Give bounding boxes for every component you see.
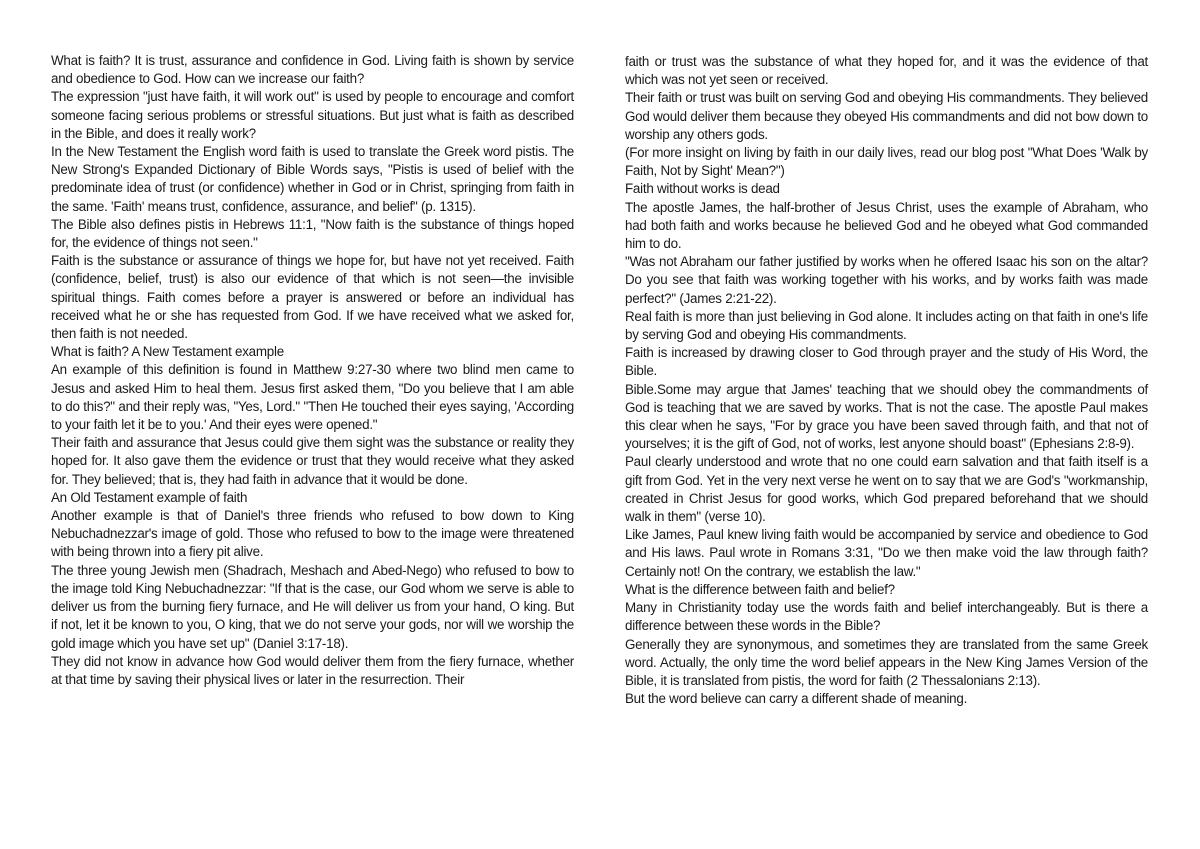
paragraph: Generally they are synonymous, and sometimes they are translated from the same Greek word. Actually, the only time the word belief appears in the New King James Version of the Bible, it is translated from pistis, the word for faith (2 Thessalonians 2:13). [625, 636, 1148, 688]
paragraph: In the New Testament the English word faith is used to translate the Greek word pistis. The New Strong's Expanded Dictionary of Bible Words says, "Pistis is used of belief with the predominate idea of trust (or confidence) whether in God or in Christ, springing from faith in the same. 'Faith' means trust, confidence, assurance, and belief" (p. 1315). [51, 144, 574, 214]
paragraph: Many in Christianity today use the words faith and belief interchangeably. But is there a difference between these words in the Bible? [625, 600, 1148, 634]
paragraph: The Bible also defines pistis in Hebrews 11:1, "Now faith is the substance of things hoped for, the evidence of things not seen." [51, 216, 574, 251]
section-heading: What is the difference between faith and belief? [625, 581, 895, 597]
paragraph: The expression "just have faith, it will work out" is used by people to encourage and comfort someone facing serious problems or stressful situations. But just what is faith as described in the Bible, and does it really work? [51, 89, 574, 141]
paragraph: Faith is increased by drawing closer to God through prayer and the study of His Word, the Bible. [625, 345, 1148, 379]
paragraph: Their faith and assurance that Jesus could give them sight was the substance or reality they hoped for. It also gave them the evidence or trust that they would receive what they asked for. They believed; that is, they had faith in advance that it would be done. [51, 435, 574, 487]
paragraph: They did not know in advance how God would deliver them from the fiery furnace, whether at that time by saving their physical lives or later in the resurrection. Their [51, 653, 574, 687]
paragraph: But the word believe can carry a different shade of meaning. [625, 691, 968, 707]
paragraph: An example of this definition is found in Matthew 9:27-30 where two blind men came to Jesus and asked Him to heal them. Jesus first asked them, "Do you believe that I am able to do this?" and their reply was, "Yes, Lord." "Then He touched their eyes saying, 'According to your faith let it be to you.' And their eyes were opened." [51, 362, 574, 433]
paragraph: Their faith or trust was built on serving God and obeying His commandments. They believed God would deliver them because they obeyed His commandments and did not bow down to worship any others gods. [625, 90, 1148, 142]
paragraph: Bible.Some may argue that James' teaching that we should obey the commandments of God is teaching that we are saved by works. That is not the case. The apostle Paul makes this clear when he says, "For by grace you have been saved through faith, and that not of yourselves; it is the gift of God, not of works, lest anyone should boast" (Ephesians 2:8-9). [625, 381, 1148, 452]
section-heading: An Old Testament example of faith [51, 489, 248, 505]
section-heading: Faith without works is dead [625, 181, 780, 197]
paragraph: (For more insight on living by faith in our daily lives, read our blog post "What Does 'Walk by Faith, Not by Sight' Mean?") [625, 145, 1148, 179]
paragraph: Like James, Paul knew living faith would be accompanied by service and obedience to God and His laws. Paul wrote in Romans 3:31, "Do we then make void the law through faith? Certainly not! On the contrary, we establish the law." [625, 527, 1148, 579]
paragraph: What is faith? It is trust, assurance and confidence in God. Living faith is shown by service and obedience to God. How can we increase our faith? [51, 53, 574, 87]
left-column [51, 52, 574, 689]
paragraph: faith or trust was the substance of what they hoped for, and it was the evidence of that which was not yet seen or received. [625, 54, 1148, 88]
paragraph: The three young Jewish men (Shadrach, Meshach and Abed-Nego) who refused to bow to the image told King Nebuchadnezzar: "If that is the case, our God whom we serve is able to deliver us from the burning fiery furnace, and He will deliver us from your hand, O king. But if not, let it be known to you, O king, that we do not serve your gods, nor will we worship the gold image which you have set up" (Daniel 3:17-18). [51, 562, 574, 651]
paragraph: "Was not Abraham our father justified by works when he offered Isaac his son on the altar? Do you see that faith was working together with his works, and by works faith was made perfect?" (James 2:21-22). [625, 254, 1148, 306]
paragraph: Real faith is more than just believing in God alone. It includes acting on that faith in one's life by serving God and obeying His commandments. [625, 308, 1148, 343]
section-heading: What is faith? A New Testament example [51, 344, 284, 360]
paragraph: Paul clearly understood and wrote that no one could earn salvation and that faith itself is a gift from God. Yet in the very next verse he went on to say that we are God's "workmanship, created in Christ Jesus for good works, which God prepared beforehand that we should walk in them" (verse 10). [625, 454, 1148, 525]
right-column [625, 53, 1148, 708]
paragraph: Faith is the substance or assurance of things we hope for, but have not yet received. Faith (confidence, belief, trust) is also our evidence of that which is not seen—the invisible spiritual things. Faith comes before a prayer is answered or before an individual has received what he or she has requested from God. If we have received what we asked for, then faith is not needed. [51, 253, 574, 342]
paragraph: The apostle James, the half-brother of Jesus Christ, uses the example of Abraham, who had both faith and works because he believed God and he obeyed what God commanded him to do. [625, 199, 1148, 252]
paragraph: Another example is that of Daniel's three friends who refused to bow down to King Nebuchadnezzar's image of gold. Those who refused to bow to the image were threatened with being thrown into a fiery pit alive. [51, 508, 574, 560]
